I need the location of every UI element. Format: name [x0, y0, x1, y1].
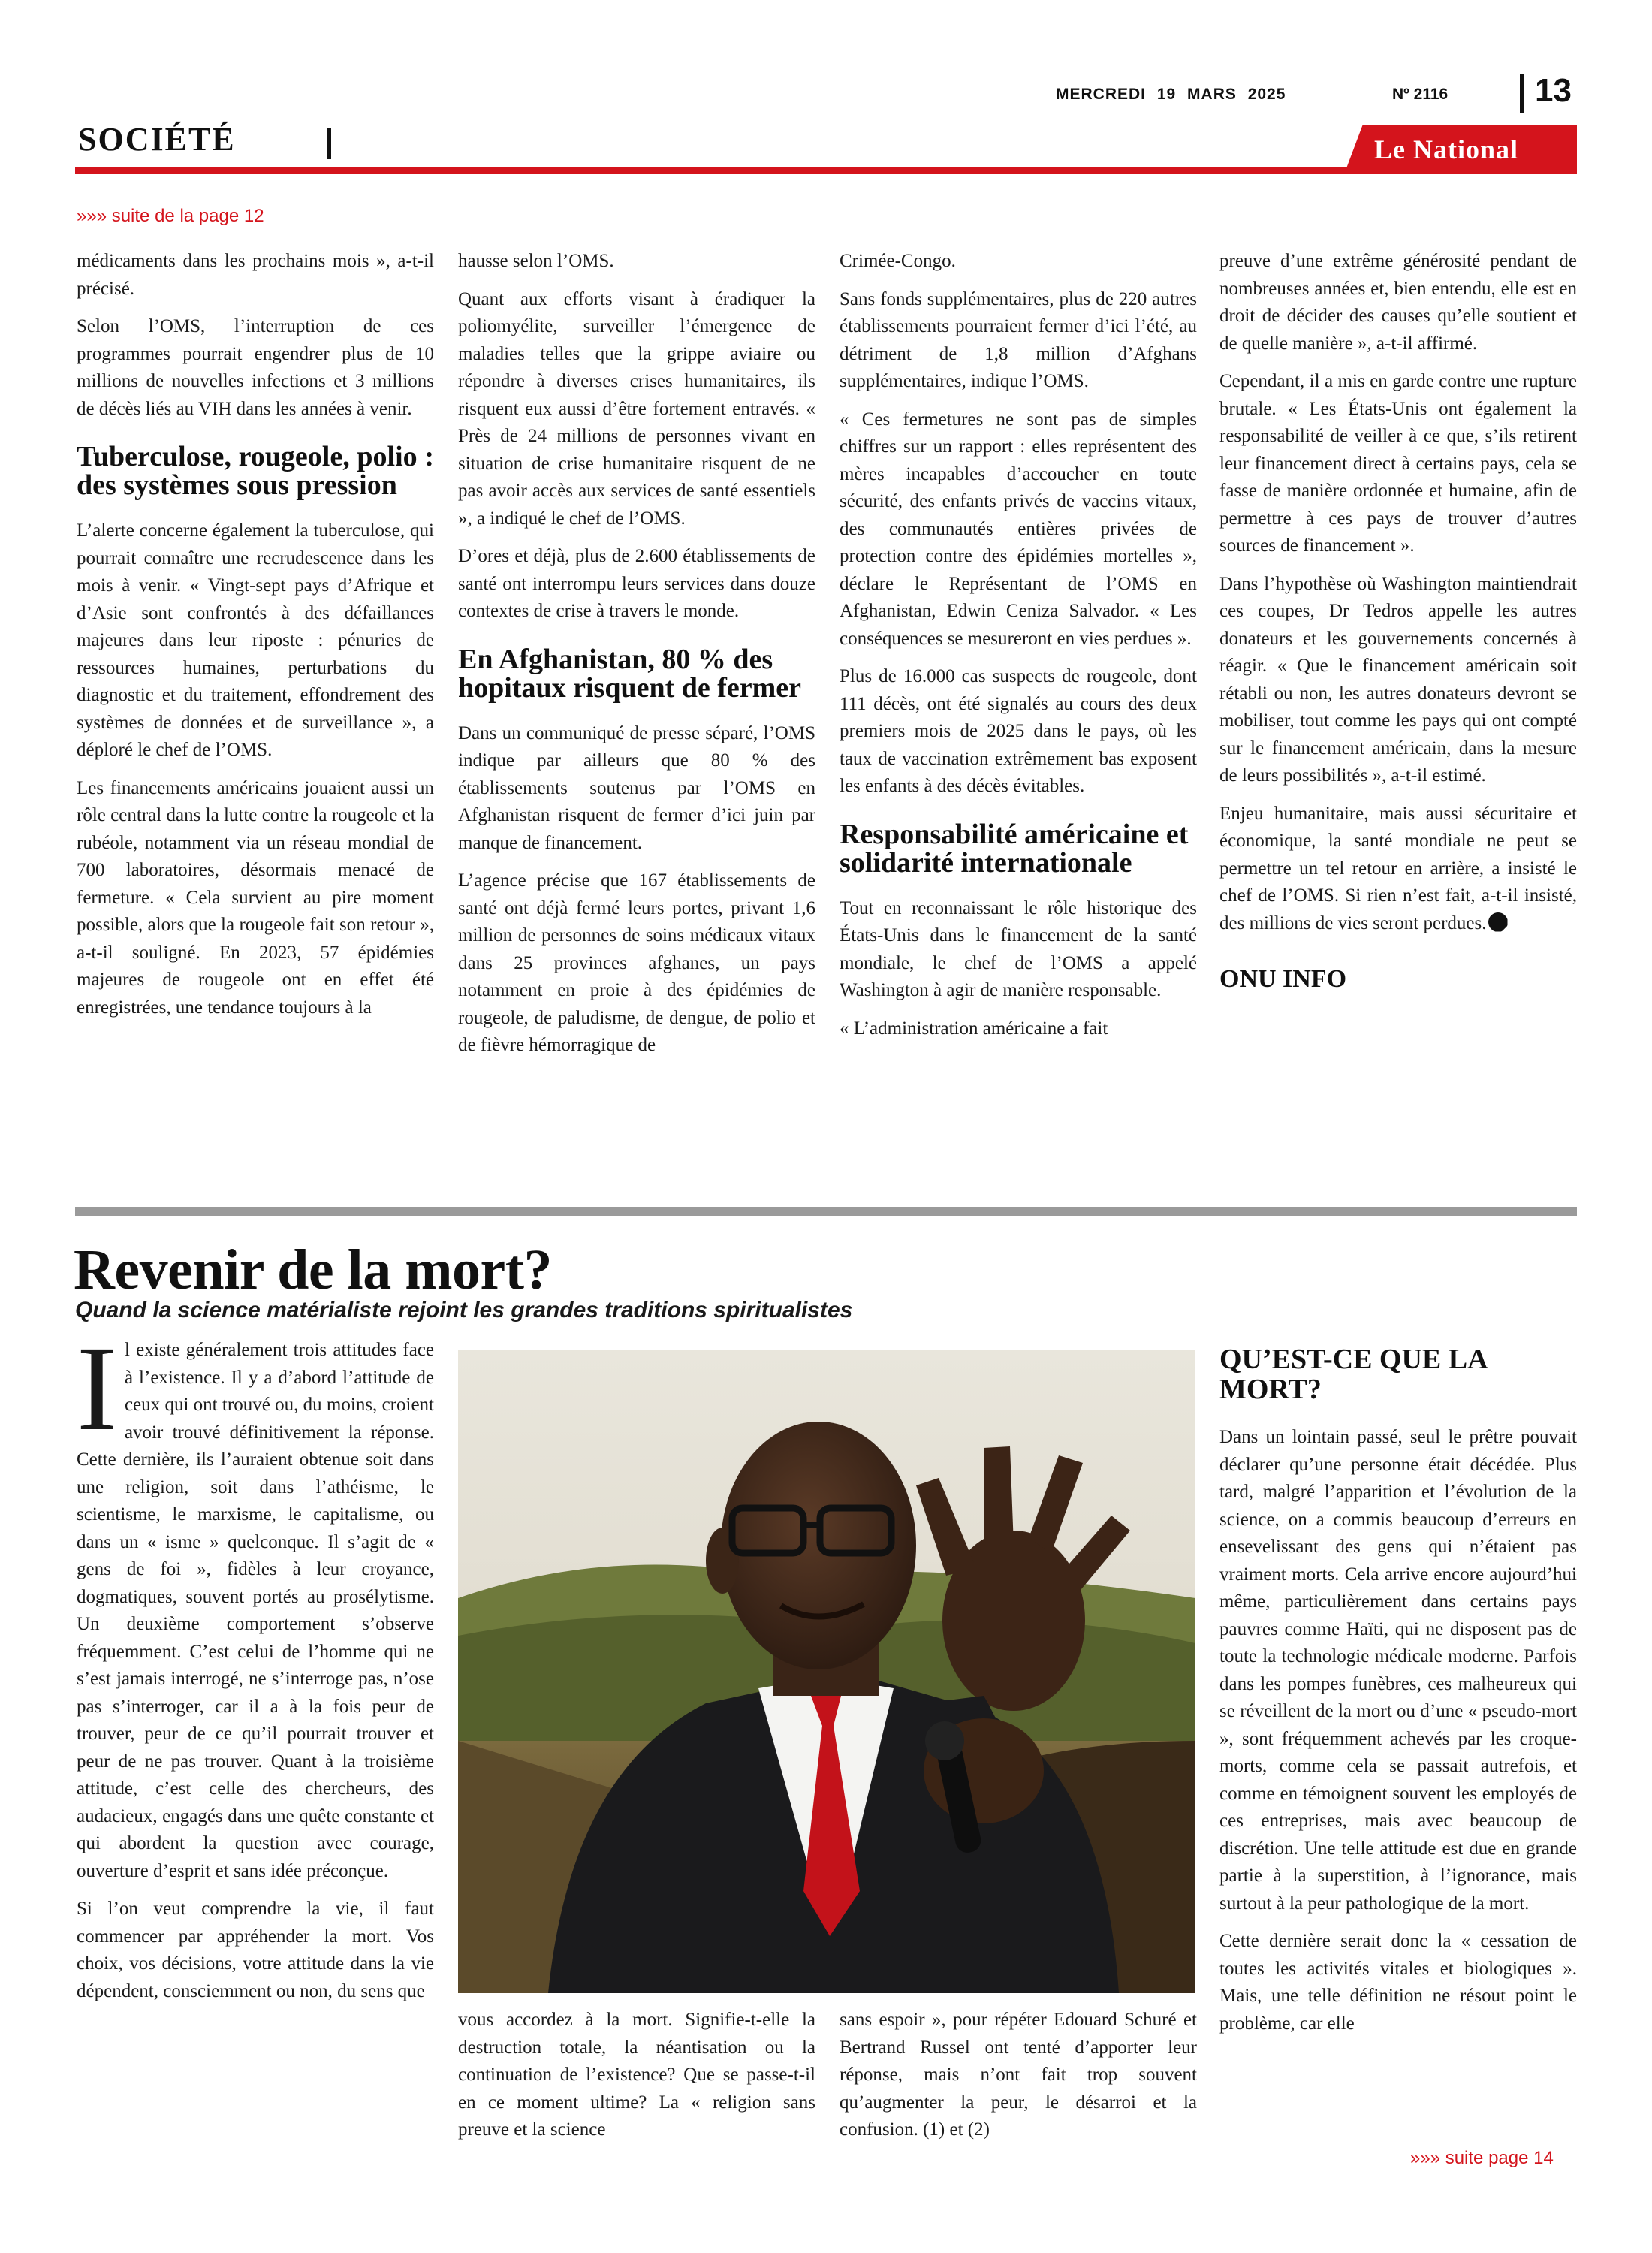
speaker-photo-illustration [458, 1350, 1195, 1993]
subheading: En Afghanistan, 80 % des hopitaux risquent de fermer [458, 643, 802, 704]
section-divider [327, 128, 331, 159]
paragraph: D’ores et déjà, plus de 2.600 établissements de santé ont interrompu leurs services dans douze contextes de crise à travers le monde. [458, 546, 815, 621]
paragraph: L’alerte concerne également la tuberculose, qui pourrait connaître une recrudescence dans les mois à venir. « Vingt-sept pays d’Afrique et d’Asie sont confrontés à des défaillances majeures dans leur riposte : pénuries de ressources humaines, perturbations du diagnostic et du traitement, effondrement des systèmes de données et de surveillance », a déploré le chef de l’OMS. [77, 520, 434, 760]
top-article-column-4 [1219, 248, 1577, 1209]
article-title: Revenir de la mort? [74, 1238, 553, 1301]
bottom-article-column-1 [77, 1322, 434, 2185]
drop-cap: I [77, 1322, 117, 1456]
article-photo [458, 1350, 1195, 1993]
end-of-article-icon [1488, 912, 1508, 932]
page-number: 13 [1535, 72, 1572, 109]
paragraph-text: Enjeu humanitaire, mais aussi sécuritaire et économique, la santé mondiale ne peut se permettre un tel retour en arrière, a insisté le chef de l’OMS. Si rien n’est fait, a-t-il insisté, des millions de vies seront perdues. [1219, 803, 1577, 933]
paragraph: Tout en reconnaissant le rôle historique des États-Unis dans le financement de la santé mondiale, le chef de l’OMS a appelé Washington à agir de manière responsable. [840, 897, 1197, 1000]
lead-paragraph [77, 1322, 434, 1885]
subheading: Responsabilité américaine et solidarité internationale [840, 818, 1189, 879]
paragraph: Quant aux efforts visant à éradiquer la poliomyélite, surveiller l’émergence de maladies telles que la grippe aviaire ou répondre à diverses crises humanitaires, ils risquent eux aussi d’être fortement entravés. « Près de 24 millions de personnes vivant en situation de crise humanitaire risquent de ne pas avoir accès aux services de santé essentiels », a indiqué le chef de l’OMS. [458, 288, 815, 529]
paragraph: hausse selon l’OMS. [458, 251, 614, 271]
paragraph-last [1219, 801, 1577, 938]
continued-from: »»» suite de la page 12 [77, 206, 264, 226]
paragraph: médicaments dans les prochains mois », a-t-il précisé. [77, 251, 434, 299]
paragraph: sans espoir », pour répéter Edouard Schuré et Bertrand Russel ont tenté d’apporter leur réponse, mais n’ont fait trop souvent qu’augmenter la peur, le désarroi et la confusion. (1) et (2) [840, 2010, 1197, 2140]
top-article-column-2 [458, 248, 815, 1209]
continued-to: »»» suite page 14 [1410, 2148, 1554, 2168]
paragraph: Cependant, il a mis en garde contre une rupture brutale. « Les États-Unis ont également la responsabilité de veiller à ce que, s’ils retirent leur financement direct à certains pays, cela se fasse de manière ordonnée et humaine, afin de permettre à ces pays de trouver d’autres sources de financement ». [1219, 371, 1577, 556]
section-title: SOCIÉTÉ [78, 121, 236, 158]
bottom-article-column-3 [840, 2007, 1197, 2172]
newspaper-brand: Le National [1374, 134, 1519, 164]
paragraph: Si l’on veut comprendre la vie, il faut commencer par appréhender la mort. Vos choix, vos décisions, votre attitude dans la vie dépendent, consciemment ou non, du sens que [77, 1899, 434, 2001]
paragraph: Crimée-Congo. [840, 251, 956, 271]
header-divider [1520, 74, 1524, 113]
top-article-column-3 [840, 248, 1197, 1209]
subheading: QU’EST-CE QUE LA MORT? [1219, 1344, 1487, 1405]
bottom-article-column-2 [458, 2007, 815, 2172]
section-rule [75, 1207, 1577, 1216]
paragraph: Plus de 16.000 cas suspects de rougeole, dont 111 décès, ont été signalés au cours des deux premiers mois de 2025 dans le pays, où les taux de vaccination extrêmement bas exposent les enfants à des décès évitables. [840, 666, 1197, 796]
paragraph: Dans l’hypothèse où Washington maintiendrait ces coupes, Dr Tedros appelle les autres donateurs et les gouvernements concernés à réagir. « Que le financement américain soit rétabli ou non, les autres donateurs devront se mobiliser, tout comme les pays qui ont compté sur le financement américain, dans la mesure de leurs possibilités », a-t-il estimé. [1219, 573, 1577, 786]
paragraph: « L’administration américaine a fait [840, 1018, 1108, 1039]
subheading: Tuberculose, rougeole, polio : des systèmes sous pression [77, 441, 434, 501]
article-subtitle: Quand la science matérialiste rejoint les grandes traditions spiritualistes [75, 1298, 853, 1323]
paragraph-text: l existe généralement trois attitudes face à l’existence. Il y a d’abord l’attitude de ceux qui ont trouvé ou, du moins, croient avoir trouvé définitivement la réponse. Cette dernière, ils l’auraient obtenue soit dans une religion, soit dans l’athéisme, le scientisme, le marxisme, le capitalisme, ou dans un « isme » quelconque. Il s’agit de « gens de foi », fidèles à leur croyance, dogmatiques, souvent portés au prosélytisme. Un deuxième comportement s’observe fréquemment. C’est celui de l’homme qui ne s’est jamais interrogé, ne s’interroge pas, n’ose pas s’interroger, car il a à la fois peur de trouver, peur de ce qu’il pourrait trouver et peur de ne pas trouver. Quant à la troisième attitude, c’est celle des chercheurs, des audacieux, engagés dans une quête constante et qui abordent la question avec courage, ouverture d’esprit et sans idée préconçue. [77, 1340, 434, 1881]
paragraph: « Ces fermetures ne sont pas de simples chiffres sur un rapport : elles représentent des mères incapables d’accoucher en toute sécurité, des enfants privés de vaccins vitaux, des communautés entières privées de protection contre des épidémies mortelles », déclare le Représentant de l’OMS en Afghanistan, Edwin Ceniza Salvador. « Les conséquences se mesureront en vies perdues ». [840, 409, 1197, 649]
paragraph: vous accordez à la mort. Signifie-t-elle la destruction totale, la néantisation ou la continuation de l’existence? Que se passe-t-il en ce moment ultime? La « religion sans preuve et la science [458, 2010, 815, 2140]
paragraph: Sans fonds supplémentaires, plus de 220 autres établissements pourraient fermer d’ici l’été, au détriment de 1,8 million d’Afghans supplémentaires, indique l’OMS. [840, 288, 1197, 391]
issue-date: MERCREDI 19 MARS 2025 [1056, 86, 1286, 103]
paragraph: Dans un communiqué de presse séparé, l’OMS indique par ailleurs que 80 % des établissements soutenus par l’OMS en Afghanistan risquent de fermer d’ici juin par manque de financement. [458, 722, 815, 853]
paragraph: preuve d’une extrême générosité pendant de nombreuses années et, bien entendu, elle est en droit de décider des causes qu’elle soutient et de quelle manière », a-t-il affirmé. [1219, 251, 1577, 354]
paragraph: Dans un lointain passé, seul le prêtre pouvait déclarer qu’une personne était décédée. Plus tard, malgré l’apparition et l’évolution de la science, on a commis beaucoup d’erreurs en ensevelissant des gens qui n’étaient pas vraiment morts. Cela arrive encore aujourd’hui même, particulièrement dans certains pays pauvres comme Haïti, qui ne disposent pas de toute la technologie médicale moderne. Parfois dans les pompes funèbres, ces malheureux qui se réveillent de la mort ou d’une « pseudo-mort », sont fréquemment achevés par les croque-morts, comme cela se passait autrefois, et comme en témoignent souvent les employés de ces entreprises, mais avec beaucoup de discrétion. Une telle attitude est due en grande partie à la superstition, à l’ignorance, mais surtout à la peur pathologique de la mort. [1219, 1427, 1577, 1914]
paragraph: Cette dernière serait donc la « cessation de toutes les activités vitales et biologiques ». Mais, une telle définition ne résout point le problème, car elle [1219, 1931, 1577, 2034]
paragraph: Les financements américains jouaient aussi un rôle central dans la lutte contre la rougeole et la rubéole, notamment via un réseau mondial de 700 laboratoires, désormais menacé de fermeture. « Cela survient au pire moment possible, alors que la rougeole fait son retour », a-t-il souligné. En 2023, 57 épidémies majeures de rougeole ont en effet été enregistrées, une tendance toujours à la [77, 777, 434, 1018]
issue-number: Nº 2116 [1392, 86, 1449, 103]
paragraph: L’agence précise que 167 établissements de santé ont déjà fermé leurs portes, privant 1,6 million de personnes de soins médicaux vitaux dans 25 provinces afghanes, un pays notamment en proie à des épidémies de rougeole, de paludisme, de dengue, de polio et de fièvre hémorragique de [458, 870, 815, 1055]
paragraph: Selon l’OMS, l’interruption de ces programmes pourrait engendrer plus de 10 millions de nouvelles infections et 3 millions de décès liés au VIH dans les années à venir. [77, 316, 434, 419]
bottom-article-column-4 [1219, 1344, 1577, 2170]
top-article-column-1 [77, 248, 434, 1209]
article-author: ONU INFO [1219, 965, 1347, 993]
